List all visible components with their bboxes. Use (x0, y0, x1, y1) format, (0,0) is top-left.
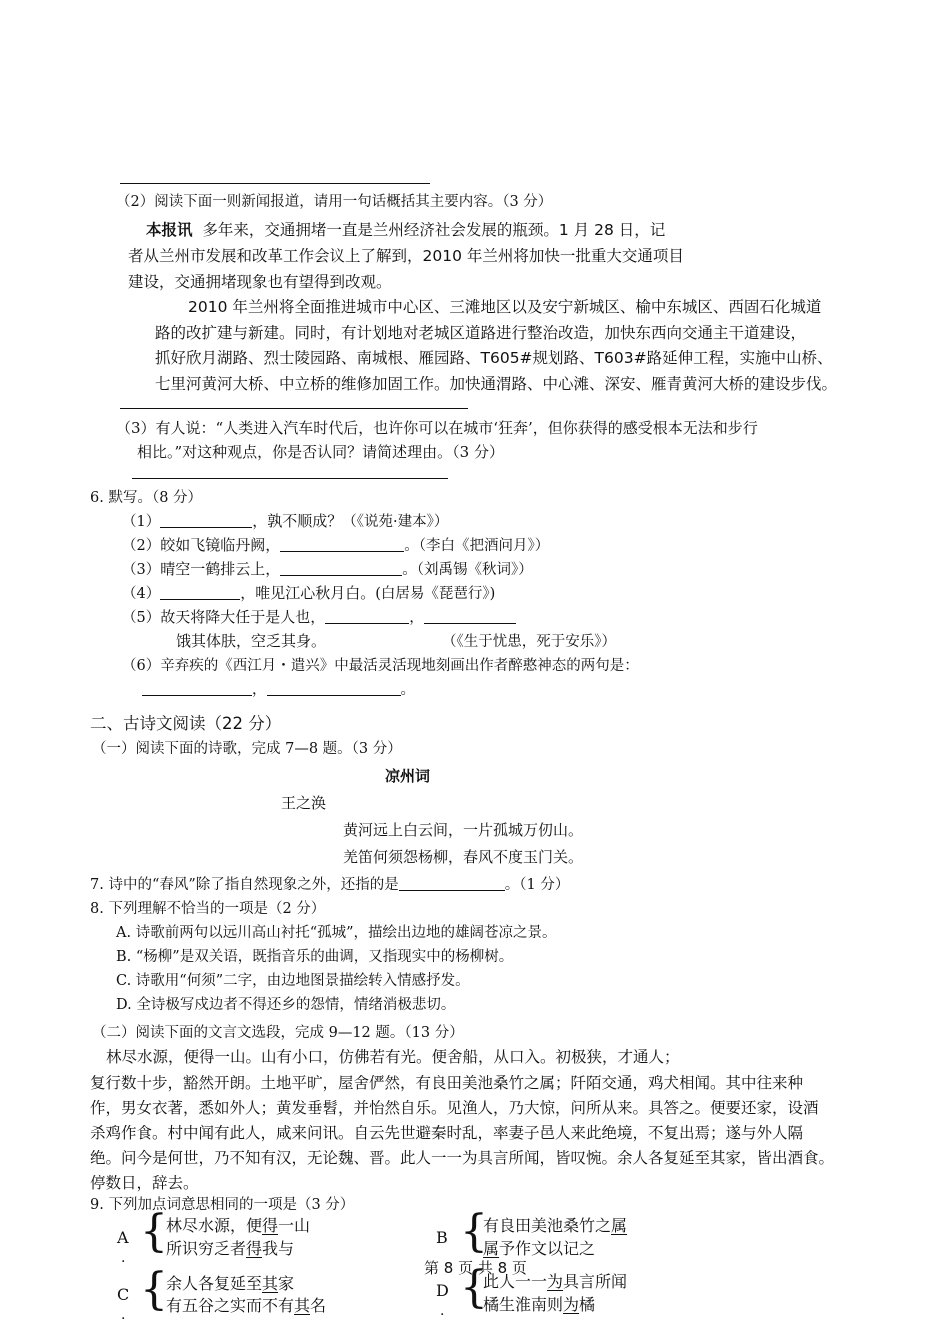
marked-word: 其 (294, 1296, 311, 1315)
news-para-2-line-3: 抓好欣月湖路、烈士陵园路、南城根、雁园路、T605#规划路、T603#路延伸工程，实施中山桥、 (155, 349, 833, 367)
marked-word: 得 (262, 1216, 279, 1235)
brace-icon: { (460, 1262, 488, 1313)
recite-item-3: （3）晴空一鹤排云上， 。（刘禹锡《秋词》） (122, 560, 533, 578)
recite-item-5: （5）故天将降大任于是人也， ， (122, 606, 516, 627)
news-para-1-line-1 (146, 218, 665, 240)
question-8-option-d: D. 全诗极写戍边者不得还乡的怨情，情绪消极悲切。 (116, 997, 456, 1013)
poem-author: 王之涣 (281, 794, 327, 812)
fill-blank[interactable] (267, 681, 401, 696)
option-a-sentence-1: 林尽水源，便得一山 (166, 1216, 311, 1235)
news-text: 多年来，交通拥堵一直是兰州经济社会发展的瓶颈。1 月 28 日，记 (202, 221, 666, 239)
question-5-2-prompt: （2）阅读下面一则新闻报道，请用一句话概括其主要内容。（3 分） (116, 194, 553, 210)
prose-line-2: 复行数十步，豁然开朗。土地平旷，屋舍俨然，有良田美池桑竹之属；阡陌交通，鸡犬相闻。其中往来种 (90, 1074, 804, 1092)
answer-line (132, 478, 448, 479)
recite-item-6-blanks: ， 。 (142, 678, 415, 699)
emphasis-dot: · (121, 1311, 126, 1327)
fill-blank[interactable] (280, 537, 404, 552)
subsection-1-heading: （一）阅读下面的诗歌，完成 7—8 题。（3 分） (92, 741, 402, 757)
news-lead: 本报讯 (146, 221, 193, 239)
option-d-sentence-1: 此人一一为具言所闻 (483, 1272, 628, 1291)
section-heading: 二、古诗文阅读（22 分） (90, 714, 282, 733)
question-7: 7. 诗中的“春风”除了指自然现象之外，还指的是 。（1 分） (90, 877, 570, 893)
marked-word: 为 (547, 1272, 564, 1291)
poem-line-2: 羌笛何须怨杨柳，春风不度玉门关。 (343, 848, 584, 866)
news-para-1-line-2: 者从兰州市发展和改革工作会议上了解到，2010 年兰州将加快一批重大交通项目 (128, 247, 684, 265)
question-8-option-c: C. 诗歌用“何须”二字，由边地图景描绘转入情感抒发。 (116, 973, 470, 989)
recite-item-5-source: （《生于忧患，死于安乐》） (442, 634, 616, 650)
question-5-3-line-1: （3）有人说：“人类进入汽车时代后，也许你可以在城市‘狂奔’，但你获得的感受根本无法和步行 (116, 419, 758, 437)
answer-line (120, 408, 468, 409)
prose-line-1: 林尽水源，便得一山。山有小口，仿佛若有光。便舍船，从口入。初极狭，才通人； (106, 1048, 680, 1066)
fill-blank[interactable] (160, 585, 240, 600)
fill-blank[interactable] (280, 561, 402, 576)
page-footer: 第 8 页 共 8 页 (424, 1259, 527, 1277)
emphasis-dot: · (121, 1254, 126, 1270)
marked-word: 属 (483, 1239, 500, 1258)
question-8-title: 8. 下列理解不恰当的一项是（2 分） (90, 901, 326, 917)
prose-line-4: 杀鸡作食。村中闻有此人，咸来问讯。自云先世避秦时乱，率妻子邑人来此绝境，不复出焉；遂与外人隔 (90, 1124, 804, 1142)
recite-item-4: （4） ，唯见江心秋月白。(白居易《琵琶行》) (122, 584, 496, 602)
option-b-label[interactable]: B (436, 1228, 448, 1247)
option-b-sentence-2: 属予作文以记之 (483, 1239, 596, 1258)
question-6-title: 6. 默写。（8 分） (90, 490, 203, 506)
prose-line-6: 停数日，辞去。 (90, 1174, 199, 1192)
brace-icon: { (140, 1264, 168, 1315)
marked-word: 属 (611, 1216, 628, 1235)
subsection-2-heading: （二）阅读下面的文言文选段，完成 9—12 题。（13 分） (92, 1025, 464, 1041)
prose-line-5: 绝。问今是何世，乃不知有汉，无论魏、晋。此人一一为具言所闻，皆叹惋。余人各复延至其家，皆出酒食。 (90, 1149, 835, 1167)
question-9-title: 9. 下列加点词意思相同的一项是（3 分） (90, 1197, 355, 1213)
question-5-3-line-2: 相比。”对这种观点，你是否认同？请简述理由。（3 分） (137, 443, 504, 461)
question-8-option-b: B. “杨柳”是双关语，既指音乐的曲调，又指现实中的杨柳树。 (116, 949, 514, 965)
marked-word: 其 (262, 1274, 279, 1293)
fill-blank[interactable] (142, 681, 252, 696)
option-c-sentence-1: 余人各复延至其家 (166, 1274, 295, 1293)
option-d-label[interactable]: D (436, 1281, 449, 1300)
news-para-2-line-2: 路的改扩建与新建。同时，有计划地对老城区道路进行整治改造，加快东西向交通主干道建设， (155, 324, 807, 342)
fill-blank[interactable] (160, 513, 252, 528)
option-d-sentence-2: 橘生淮南则为橘 (483, 1295, 596, 1314)
recite-item-5-line-2: 饿其体肤，空乏其身。 (176, 632, 327, 650)
recite-item-2: （2）皎如飞镜临丹阙， 。（李白《把酒问月》） (122, 536, 550, 554)
news-para-1-line-3: 建设，交通拥堵现象也有望得到改观。 (128, 273, 392, 291)
fill-blank[interactable] (399, 876, 505, 891)
marked-word: 得 (246, 1239, 263, 1258)
recite-item-6: （6）辛弃疾的《西江月・遣兴》中最活灵活现地刻画出作者醉憨神态的两句是： (122, 658, 639, 674)
news-para-2-line-1: 2010 年兰州将全面推进城市中心区、三滩地区以及安宁新城区、榆中东城区、西固石化城道 (188, 298, 822, 316)
prose-line-3: 作，男女衣著，悉如外人；黄发垂髫，并怡然自乐。见渔人，乃大惊，问所从来。具答之。便要还家，设酒 (90, 1099, 819, 1117)
option-b-sentence-1: 有良田美池桑竹之属 (483, 1216, 628, 1235)
brace-icon: { (140, 1206, 168, 1257)
option-a-label[interactable]: A (117, 1228, 129, 1247)
option-a-sentence-2: 所识穷乏者得我与 (166, 1239, 295, 1258)
marked-word: 为 (563, 1295, 580, 1314)
brace-icon: { (460, 1206, 488, 1257)
emphasis-dot: · (440, 1307, 445, 1323)
fill-blank[interactable] (424, 609, 516, 624)
recite-item-1: （1） ，孰不顺成？（《说苑·建本》） (122, 512, 449, 530)
option-c-sentence-2: 有五谷之实而不有其名 (166, 1296, 327, 1315)
poem-title: 凉州词 (385, 767, 431, 785)
answer-line (120, 183, 430, 184)
fill-blank[interactable] (325, 609, 409, 624)
option-c-label[interactable]: C (117, 1285, 130, 1304)
news-para-2-line-4: 七里河黄河大桥、中立桥的维修加固工作。加快通渭路、中心滩、深安、雁青黄河大桥的建设步伐。 (155, 375, 838, 393)
question-8-option-a: A. 诗歌前两句以远川高山衬托“孤城”，描绘出边地的雄阔苍凉之景。 (116, 925, 557, 941)
poem-line-1: 黄河远上白云间，一片孤城万仞山。 (343, 821, 584, 839)
